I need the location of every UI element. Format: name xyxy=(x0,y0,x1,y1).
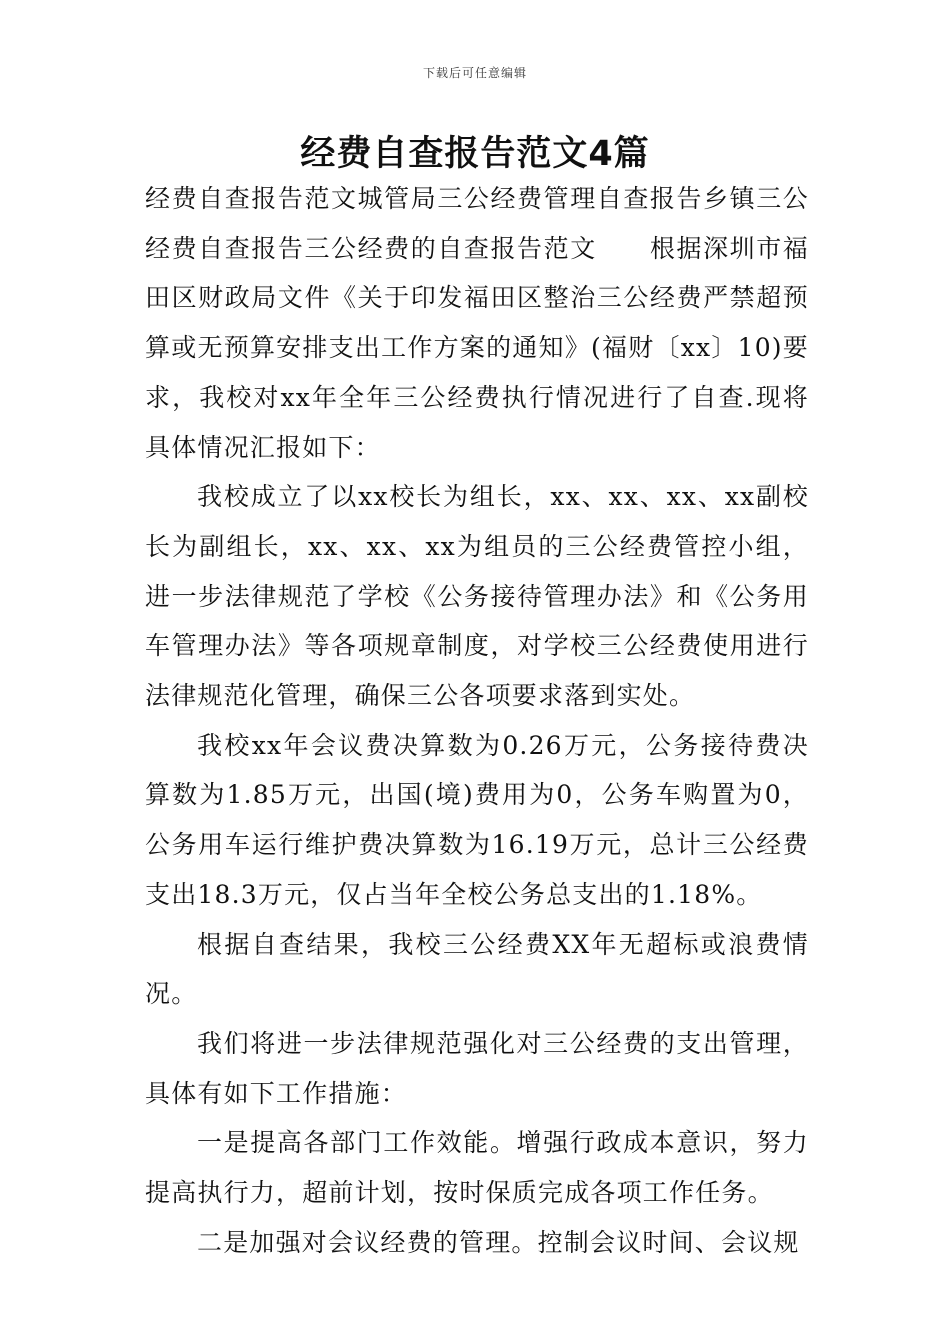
paragraph-intro: 经费自查报告范文城管局三公经费管理自查报告乡镇三公经费自查报告三公经费的自查报告范文 根据深圳市福田区财政局文件《关于印发福田区整治三公经费严禁超预算或无预算安排支出工作方案的通知》(福财〔xx〕10)要求，我校对xx年全年三公经费执行情况进行了自查.现将具体情况汇报如下： xyxy=(145,184,809,462)
paragraph-measure-two: 二是加强对会议经费的管理。控制会议时间、会议规 xyxy=(197,1227,800,1257)
paragraph-expenditure: 我校xx年会议费决算数为0.26万元，公务接待费决算数为1.85万元，出国(境)费用为0，公务车购置为0，公务用车运行维护费决算数为16.19万元，总计三公经费支出18.3万元，仅占当年全校公务总支出的1.18%。 xyxy=(145,730,809,909)
paragraph-control-group: 我校成立了以xx校长为组长，xx、xx、xx、xx副校长为副组长，xx、xx、xx为组员的三公经费管控小组，进一步法律规范了学校《公务接待管理办法》和《公务用车管理办法》等各项规章制度，对学校三公经费使用进行法律规范化管理，确保三公各项要求落到实处。 xyxy=(145,482,809,711)
paragraph-measures-intro: 我们将进一步法律规范强化对三公经费的支出管理，具体有如下工作措施： xyxy=(145,1028,809,1108)
document-title: 经费自查报告范文4篇 xyxy=(300,134,650,174)
paragraph-measure-one: 一是提高各部门工作效能。增强行政成本意识，努力提高执行力，超前计划，按时保质完成各项工作任务。 xyxy=(145,1128,809,1208)
page-header-note: 下载后可任意编辑 xyxy=(422,66,527,80)
document-body xyxy=(145,174,809,1267)
paragraph-result: 根据自查结果，我校三公经费XX年无超标或浪费情况。 xyxy=(145,929,809,1009)
